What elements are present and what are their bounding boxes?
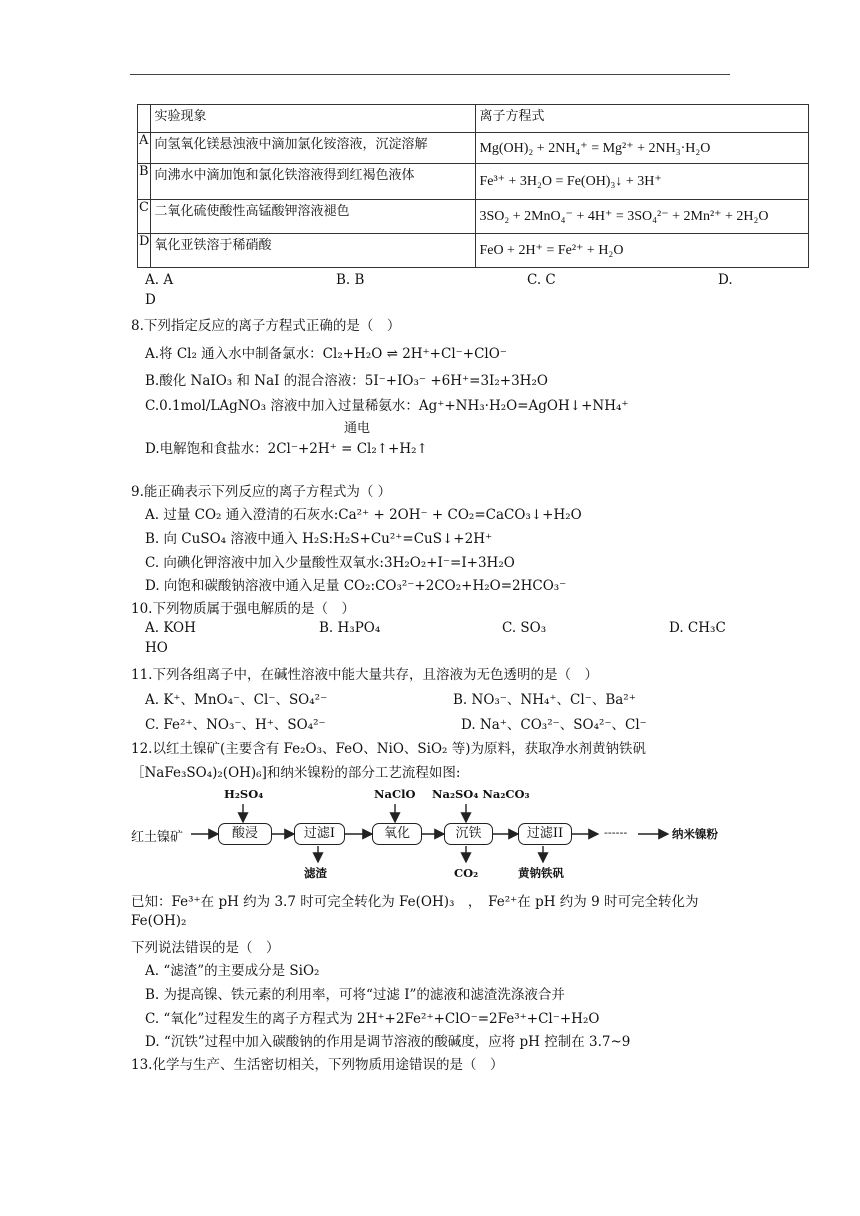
q8-option-c: C.0.1mol/LAgNO₃ 溶液中加入过量稀氨水：Ag⁺+NH₃·H₂O=AgOH↓+NH₄⁺ — [145, 398, 629, 414]
q12-option-a: A. “滤渣”的主要成分是 SiO₂ — [145, 963, 320, 979]
q10-option-c: C. SO₃ — [502, 620, 547, 636]
row-phenomenon: 向氢氧化镁悬浊液中滴加氯化铵溶液，沉淀溶解 — [151, 133, 476, 164]
q10-option-d: D. CH₃C — [669, 620, 726, 636]
row-phenomenon: 向沸水中滴加饱和氯化铁溶液得到红褐色液体 — [151, 164, 476, 200]
q11-option-c: C. Fe²⁺、NO₃⁻、H⁺、SO₄²⁻ — [145, 717, 326, 733]
flow-step-filter-2: 过滤II — [518, 823, 572, 845]
row-letter: D — [138, 234, 151, 268]
q9-option-c: C. 向碘化钾溶液中加入少量酸性双氧水:3H₂O₂+I⁻=I+3H₂O — [145, 555, 515, 571]
q8-electrolysis-condition: 通电 — [344, 421, 371, 436]
option-b: B. B — [336, 272, 365, 288]
q9-stem: 9.能正确表示下列反应的离子方程式为（ ） — [131, 484, 392, 500]
q10-option-d-wrap: HO — [145, 640, 168, 656]
flow-reagent-h2so4: H₂SO₄ — [224, 787, 264, 801]
q12-stem: 12.以红土镍矿(主要含有 Fe₂O₃、FeO、NiO、SiO₂ 等)为原料，获取净水剂黄钠铁矾 — [131, 741, 647, 757]
q11-option-b: B. NO₃⁻、NH₄⁺、Cl⁻、Ba²⁺ — [453, 692, 636, 708]
q9-option-a: A. 过量 CO₂ 通入澄清的石灰水:Ca²⁺ + 2OH⁻ + CO₂=CaCO₃↓+H₂O — [145, 507, 582, 523]
flow-start: 红土镍矿 — [131, 830, 184, 845]
flow-end: 纳米镍粉 — [672, 827, 718, 841]
row-phenomenon: 二氧化硫使酸性高锰酸钾溶液褪色 — [151, 200, 476, 234]
table-header-phenomenon: 实验现象 — [151, 105, 476, 133]
flow-step-oxidize: 氧化 — [372, 823, 422, 845]
flow-step-acid-leach: 酸浸 — [218, 823, 272, 845]
row-letter: A — [138, 133, 151, 164]
q12-known: 已知：Fe³⁺在 pH 约为 3.7 时可完全转化为 Fe(OH)₃ ， Fe²⁺在 pH 约为 9 时可完全转化为 — [131, 894, 699, 910]
flow-output-jarosite: 黄钠铁矾 — [518, 866, 564, 880]
q9-option-b: B. 向 CuSO₄ 溶液中通入 H₂S:H₂S+Cu²⁺=CuS↓+2H⁺ — [145, 531, 493, 547]
flow-reagent-salts: Na₂SO₄ Na₂CO₃ — [432, 787, 530, 801]
row-letter: C — [138, 200, 151, 234]
q8-option-b: B.酸化 NaIO₃ 和 NaI 的混合溶液：5I⁻+IO₃⁻ +6H⁺=3I₂+3H₂O — [145, 373, 548, 389]
flow-reagent-naclo: NaClO — [374, 787, 416, 801]
q8-stem: 8.下列指定反应的离子方程式正确的是（ ） — [131, 318, 401, 334]
option-d-wrap: D — [145, 292, 156, 308]
flow-dots: ------ — [604, 825, 628, 839]
row-phenomenon: 氧化亚铁溶于稀硝酸 — [151, 234, 476, 268]
flow-step-filter-1: 过滤I — [294, 823, 345, 845]
option-d: D. — [718, 272, 733, 288]
row-equation: Mg(OH)₂ + 2NH₄⁺ = Mg²⁺ + 2NH₃·H₂O — [476, 133, 809, 164]
row-equation: 3SO₂ + 2MnO₄⁻ + 4H⁺ = 3SO₄²⁻ + 2Mn²⁺ + 2H₂O — [476, 200, 809, 234]
row-letter: B — [138, 164, 151, 200]
q8-option-d: D.电解饱和食盐水：2Cl⁻+2H⁺ = Cl₂↑+H₂↑ — [145, 441, 428, 457]
row-equation: Fe³⁺ + 3H₂O = Fe(OH)₃↓ + 3H⁺ — [476, 164, 809, 200]
flow-output-residue: 滤渣 — [304, 866, 327, 880]
q8-option-a: A.将 Cl₂ 通入水中制备氯水：Cl₂+H₂O ⇌ 2H⁺+Cl⁻+ClO⁻ — [145, 346, 507, 362]
q11-option-d: D. Na⁺、CO₃²⁻、SO₄²⁻、Cl⁻ — [461, 717, 647, 733]
row-equation: FeO + 2H⁺ = Fe²⁺ + H₂O — [476, 234, 809, 268]
q12-stem-cont: ［NaFe₃SO₄)₂(OH)₆]和纳米镍粉的部分工艺流程如图: — [131, 765, 461, 781]
q12-option-b: B. 为提高镍、铁元素的利用率，可将“过滤 I”的滤液和滤渣洗涤液合并 — [145, 987, 565, 1003]
q9-option-d: D. 向饱和碳酸钠溶液中通入足量 CO₂:CO₃²⁻+2CO₂+H₂O=2HCO₃⁻ — [145, 578, 567, 594]
flow-step-precipitate-iron: 沉铁 — [444, 823, 493, 845]
q12-option-d: D. “沉铁”过程中加入碳酸钠的作用是调节溶液的酸碱度，应将 pH 控制在 3.7~9 — [145, 1034, 631, 1050]
table-header-equation: 离子方程式 — [476, 105, 809, 133]
option-c: C. C — [527, 272, 556, 288]
q10-option-a: A. KOH — [145, 620, 196, 636]
q10-stem: 10.下列物质属于强电解质的是（ ） — [131, 601, 355, 617]
flow-output-co2: CO₂ — [454, 866, 479, 880]
q11-option-a: A. K⁺、MnO₄⁻、Cl⁻、SO₄²⁻ — [145, 692, 328, 708]
q12-known-cont: Fe(OH)₂ — [131, 913, 187, 929]
q11-stem: 11.下列各组离子中，在碱性溶液中能大量共存，且溶液为无色透明的是（ ） — [131, 667, 598, 683]
q12-option-c: C. “氧化”过程发生的离子方程式为 2H⁺+2Fe²⁺+ClO⁻=2Fe³⁺+Cl⁻+H₂O — [145, 1011, 600, 1027]
option-a: A. A — [145, 272, 174, 288]
q12-ask: 下列说法错误的是（ ） — [131, 940, 280, 956]
q10-option-b: B. H₃PO₄ — [319, 620, 381, 636]
q13-stem: 13.化学与生产、生活密切相关，下列物质用途错误的是（ ） — [131, 1057, 504, 1073]
